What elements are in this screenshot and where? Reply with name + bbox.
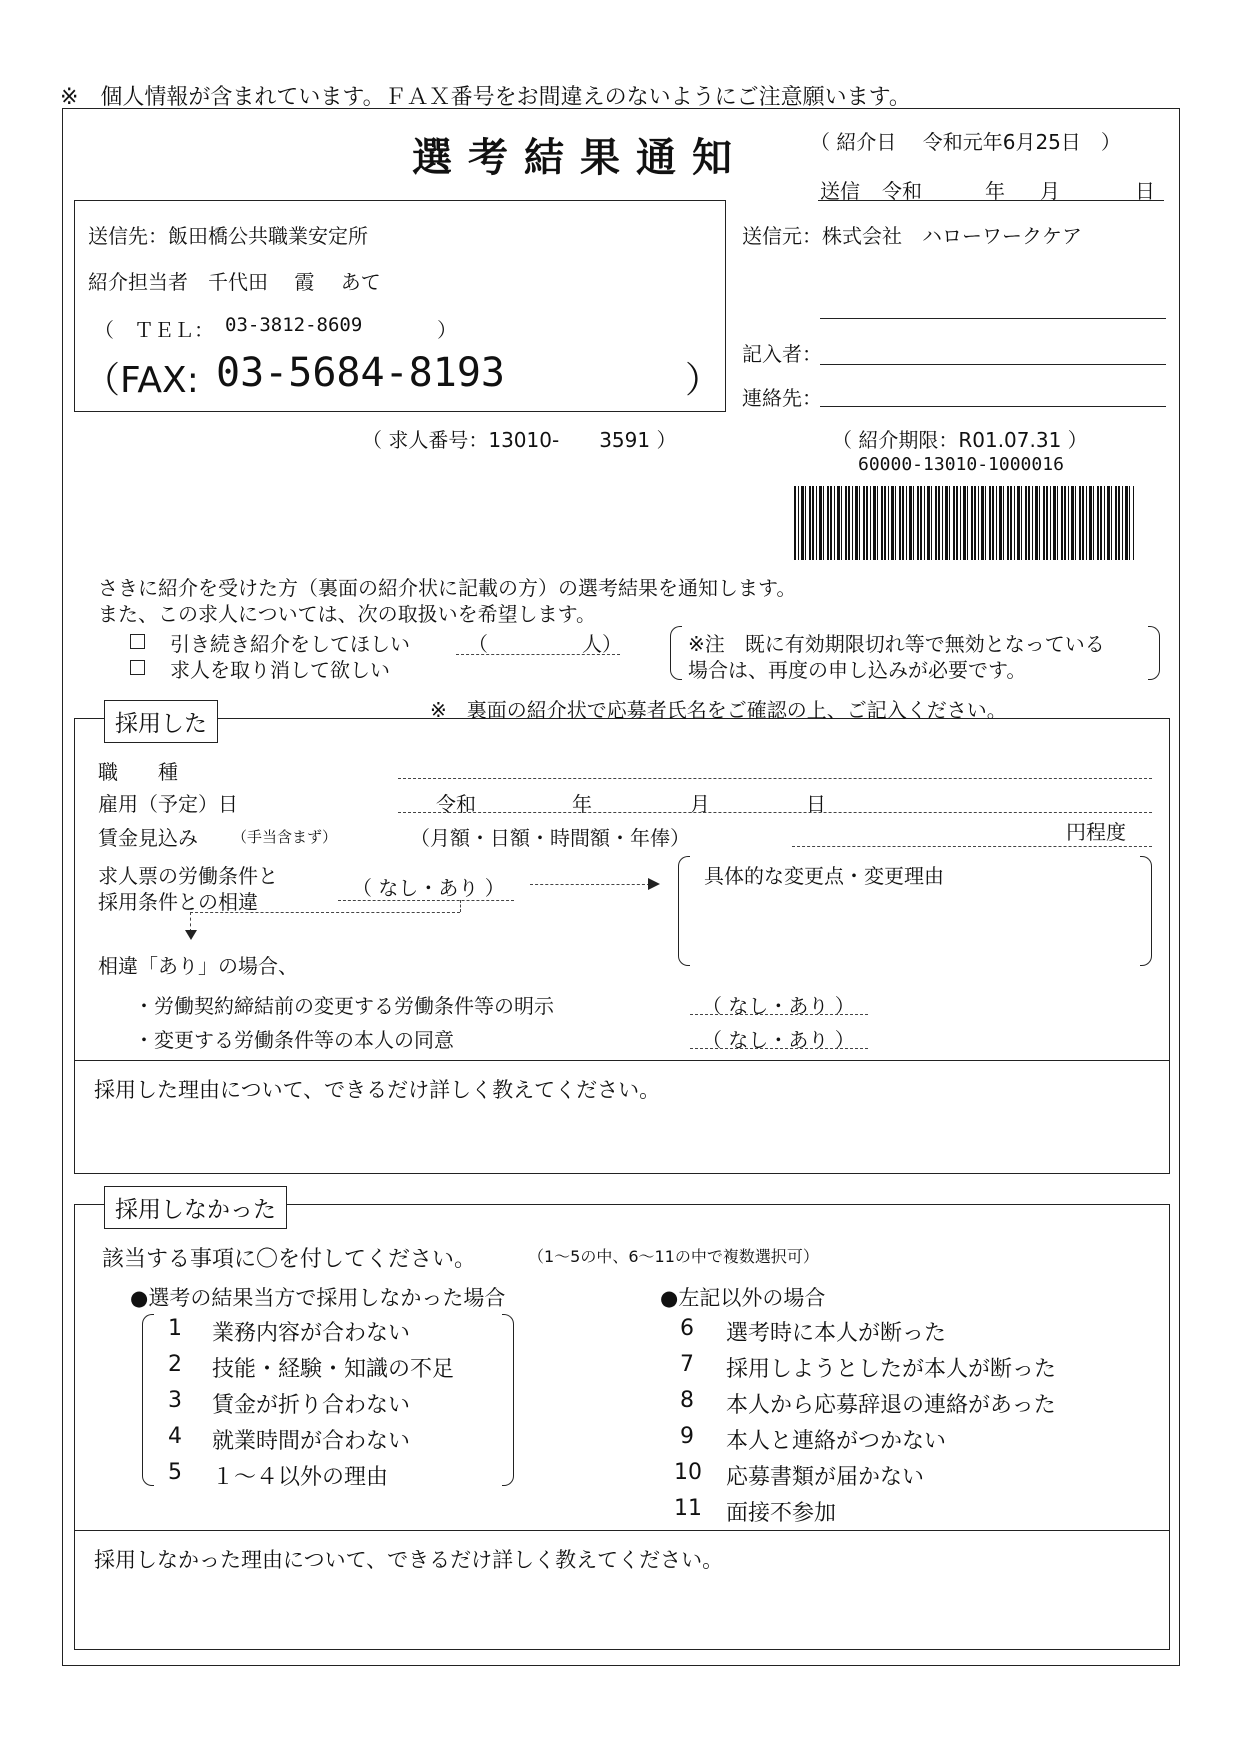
left-item-num[interactable]: 2 [168,1352,182,1377]
right-item-num[interactable]: 10 [674,1460,702,1485]
right-item-num[interactable]: 7 [680,1352,694,1377]
left-item-num[interactable]: 4 [168,1424,182,1449]
right-heading: ●左記以外の場合 [660,1286,826,1310]
continue-count-open: （ [468,632,488,656]
left-item-text: １～４以外の理由 [212,1465,389,1490]
barcode-number: 60000-13010-1000016 [858,454,1064,475]
diff-arrow-line [530,884,650,885]
change-bracket-left [678,856,690,966]
change-bracket-right [1140,856,1152,966]
left-items-bracket-left [142,1314,154,1486]
left-item-text: 賃金が折り合わない [212,1393,411,1418]
continue-checkbox[interactable] [130,634,145,649]
condition-item-2-choice[interactable]: （ なし・あり ） [702,1028,855,1052]
hired-reason-divider [74,1060,1170,1061]
send-date-label: 送信 [820,179,860,203]
employ-date-label: 雇用（予定）日 [98,792,238,816]
left-heading: ●選考の結果当方で採用しなかった場合 [130,1286,506,1310]
condition-item-1-underline [690,1014,868,1015]
wage-label: 賃金見込み [98,826,198,850]
condition-item-1: ・労働契約締結前の変更する労働条件等の明示 [134,994,554,1018]
sender-line-1 [820,318,1166,319]
condition-item-2: ・変更する労働条件等の本人の同意 [134,1028,454,1052]
diff-arrow-head [648,878,660,890]
employ-date-year: 年 [572,792,592,816]
notify-line-2: また、この求人については、次の取扱いを希望します。 [98,602,596,626]
left-item-text: 就業時間が合わない [212,1429,411,1454]
barcode-image [794,486,1134,560]
hired-confirm-note: ※ 裏面の紹介状で応募者氏名をご確認の上、ご記入ください。 [430,698,1007,722]
diff-choice[interactable]: （ なし・あり ） [352,876,505,900]
writer-line [820,364,1166,365]
referral-deadline: （ 紹介期限：R01.07.31 ） [832,428,1088,452]
writer-label: 記入者： [742,342,822,366]
send-date-era: 令和 [882,179,922,203]
hired-legend: 採用した [104,700,218,743]
not-hired-legend: 採用しなかった [104,1186,287,1229]
hired-reason-label: 採用した理由について、できるだけ詳しく教えてください。 [94,1078,661,1102]
right-item-text: 本人と連絡がつかない [726,1429,947,1454]
diff-label-2: 採用条件との相違 [98,890,258,914]
left-item-num[interactable]: 5 [168,1460,182,1485]
diff-down-line-1 [460,900,461,912]
tel-label: （ ＴＥＬ： [94,318,214,342]
recipient-contact: 紹介担当者 千代田 霞 あて [88,270,381,294]
right-item-text: 選考時に本人が断った [726,1321,947,1346]
right-item-num[interactable]: 11 [674,1496,702,1521]
diff-down-line-2 [190,912,460,913]
right-item-num[interactable]: 8 [680,1388,694,1413]
condition-item-1-choice[interactable]: （ なし・あり ） [702,994,855,1018]
employ-date-field[interactable] [398,812,1152,813]
diff-label-1: 求人票の労働条件と [98,864,278,888]
tel-close: ） [437,318,457,342]
wage-note: （手当含まず） [232,828,338,846]
condition-item-2-underline [690,1048,868,1049]
hired-section [74,718,1170,1174]
employ-date-era: 令和 [436,792,476,816]
fax-close: ） [685,360,722,401]
right-item-text: 本人から応募辞退の連絡があった [726,1393,1056,1418]
recipient-office: 送信先：飯田橋公共職業安定所 [88,224,368,248]
contact-label: 連絡先： [742,386,822,410]
send-date-year: 年 [985,179,1005,203]
job-number: （ 求人番号：13010- 3591 ） [362,428,677,452]
not-hired-instruction-note: （1～5の中、6～11の中で複数選択可） [528,1247,819,1266]
job-type-field[interactable] [398,778,1152,779]
fax-label: （FAX: [84,360,199,401]
privacy-notice: ※ 個人情報が含まれています。ＦＡＸ番号をお間違えのないようにご注意願います。 [60,85,911,110]
left-item-num[interactable]: 1 [168,1316,182,1341]
employ-date-month: 月 [690,792,710,816]
left-item-text: 技能・経験・知識の不足 [212,1357,455,1382]
send-date-day: 日 [1135,179,1155,203]
right-item-text: 応募書類が届かない [726,1465,925,1490]
wage-unit: 円程度 [1066,820,1126,844]
continue-count-close: 人） [582,632,622,656]
diff-down-line-3 [190,912,191,932]
wage-field[interactable] [792,846,1152,847]
note-bracket-left [670,626,682,680]
sender-company: 送信元：株式会社 ハローワークケア [742,224,1082,248]
cancel-checkbox[interactable] [130,660,145,675]
continue-count-field[interactable] [456,654,620,655]
left-item-num[interactable]: 3 [168,1388,182,1413]
right-item-num[interactable]: 9 [680,1424,694,1449]
form-title: 選考結果通知 [412,134,748,181]
tel-number: 03-3812-8609 [225,314,363,336]
if-yes-label: 相違「あり」の場合、 [98,954,298,978]
right-item-text: 面接不参加 [726,1501,837,1526]
left-items-bracket-right [502,1314,514,1486]
note-line-2: 場合は、再度の申し込みが必要です。 [688,658,1027,682]
fax-number: 03-5684-8193 [216,350,505,396]
employ-date-day: 日 [806,792,826,816]
cancel-label: 求人を取り消して欲しい [170,658,390,682]
right-item-num[interactable]: 6 [680,1316,694,1341]
note-line-1: ※注 既に有効期限切れ等で無効となっている [688,632,1105,656]
wage-types: （月額・日額・時間額・年俸） [410,826,690,850]
diff-down-arrow-head [185,930,197,940]
left-item-text: 業務内容が合わない [212,1321,411,1346]
contact-line [820,406,1166,407]
referral-date: （ 紹介日 令和元年6月25日 ） [810,130,1121,154]
diff-choice-underline [338,900,514,901]
not-hired-reason-label: 採用しなかった理由について、できるだけ詳しく教えてください。 [94,1548,724,1572]
send-date-month: 月 [1040,179,1060,203]
send-date-underline [818,200,1164,201]
change-box-title: 具体的な変更点・変更理由 [704,864,944,888]
not-hired-instruction: 該当する事項に〇を付してください。 [102,1247,477,1272]
right-item-text: 採用しようとしたが本人が断った [726,1357,1057,1382]
note-bracket-right [1148,626,1160,680]
continue-label: 引き続き紹介をしてほしい [170,632,410,656]
job-type-label: 職 種 [98,760,178,784]
not-hired-reason-divider [74,1530,1170,1531]
notify-line-1: さきに紹介を受けた方（裏面の紹介状に記載の方）の選考結果を通知します。 [98,576,797,600]
